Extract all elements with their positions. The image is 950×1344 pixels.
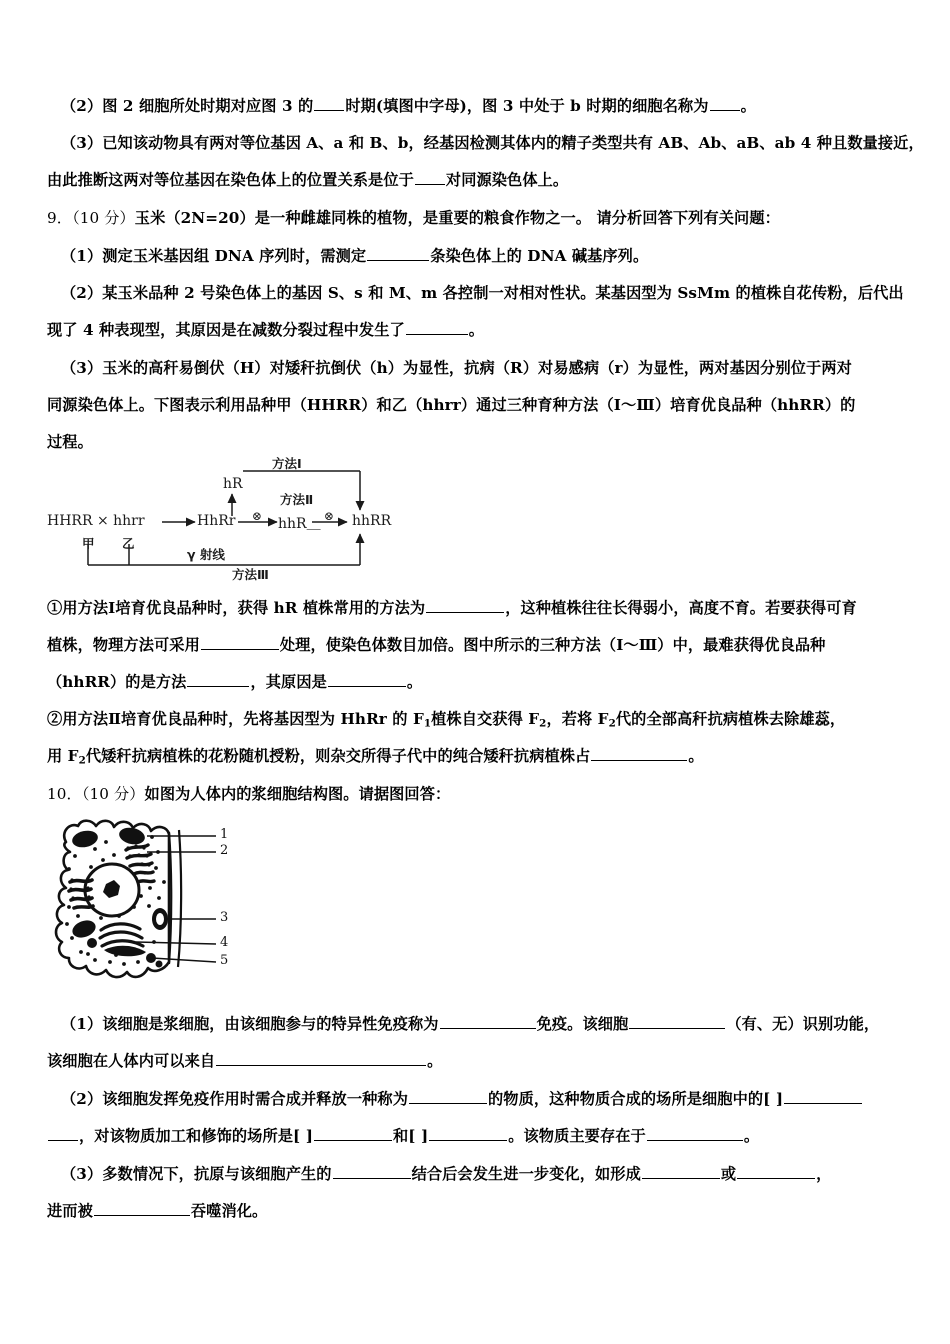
q9-item2-line1 — [61, 275, 921, 313]
q9-sub2-f2-subscript-c: 2 — [78, 754, 86, 767]
diagram-intermediate-genotype: hhR＿ — [278, 516, 321, 532]
diagram-method-3-label: 方法Ⅲ — [232, 567, 269, 582]
answer-blank[interactable] — [642, 1164, 720, 1179]
diagram-f1-genotype: HhRr — [197, 513, 236, 529]
q9-item3-text-line2: 同源染色体上。下图表示利用品种甲（HHRR）和乙（hhrr）通过三种育种方法（Ⅰ～Ⅲ）培育优良品种（hhRR）的 — [47, 396, 856, 414]
q10-item3-line1-a: 多数情况下，抗原与该细胞产生的 — [102, 1165, 332, 1183]
q9-stem-line — [47, 200, 907, 238]
q10-item3-line2-a: 进而被 — [47, 1202, 93, 1220]
q9-sub2-line1-a: 用方法Ⅱ培育优良品种时，先将基因型为 HhRr 的 F — [62, 710, 424, 728]
q10-item1-line2-a: 该细胞在人体内可以来自 — [47, 1052, 216, 1070]
q9-item1-line — [61, 238, 921, 276]
q10-item1-line1-b: 免疫。该细胞 — [536, 1015, 629, 1033]
q9-sub1-line1 — [47, 590, 907, 628]
q9-item2-line2 — [47, 312, 907, 350]
q9-item1-text-a: 测定玉米基因组 DNA 序列时，需测定 — [102, 247, 367, 265]
q10-item2-line1 — [61, 1081, 921, 1119]
diagram-parents: HHRR × hhrr — [47, 513, 145, 529]
answer-blank[interactable] — [216, 1051, 426, 1066]
q8-item2-text-c: 。 — [740, 97, 756, 115]
q10-item1-line1-a: 该细胞是浆细胞，由该细胞参与的特异性免疫称为 — [102, 1015, 439, 1033]
q10-item2-line2-a: ，对该物质加工和修饰的场所是[ ] — [79, 1127, 313, 1145]
q9-sub1-line2-b: 处理，使染色体数目加倍。图中所示的三种方法（Ⅰ～Ⅲ）中，最难获得优良品种 — [279, 636, 826, 654]
cell-label-4: 4 — [220, 935, 229, 950]
q10-stem-line — [47, 776, 907, 814]
q9-sub2-line1 — [47, 701, 907, 743]
answer-blank[interactable] — [187, 672, 249, 687]
answer-blank[interactable] — [629, 1014, 725, 1029]
cell-label-2: 2 — [220, 843, 229, 858]
q9-sub2-line1-b: 植株自交获得 F — [431, 710, 540, 728]
q10-item3-line2 — [47, 1193, 907, 1231]
q9-item3-line2 — [47, 387, 907, 425]
q9-item2-line2-a: 现了 4 种表现型，其原因是在减数分裂过程中发生了 — [47, 321, 405, 339]
q9-score: （10 分） — [72, 209, 135, 227]
q10-item3-line1-c: 或 — [720, 1165, 737, 1183]
q10-item2-line1-a: 该细胞发挥免疫作用时需合成并释放一种称为 — [102, 1090, 408, 1108]
answer-blank[interactable] — [429, 1126, 507, 1141]
answer-blank[interactable] — [201, 635, 279, 650]
q8-item3-text-a: 已知该动物具有两对等位基因 A、a 和 B、b，经基因检测其体内的精子类型共有 AB、Ab、aB、ab 4 种且数量接近， — [102, 134, 924, 152]
q9-item3-line1 — [61, 350, 921, 388]
q9-sub2-label: ② — [47, 710, 63, 728]
diagram-method-2-label: 方法Ⅱ — [280, 492, 314, 507]
q10-item3-line2-b: 吞噬消化。 — [190, 1202, 268, 1220]
q10-item1-line2-b: 。 — [427, 1052, 443, 1070]
q9-sub2-f1-subscript: 1 — [423, 717, 432, 730]
q8-item2-label: （2） — [61, 97, 103, 115]
q9-sub2-line1-c: ，若将 F — [546, 710, 609, 728]
q9-sub2-line1-d: 代的全部高秆抗病植株去除雄蕊， — [615, 710, 846, 728]
q8-item2-text-a: 图 2 细胞所处时期对应图 3 的 — [102, 97, 314, 115]
q9-sub1-line2-a: 植株，物理方法可采用 — [47, 636, 200, 654]
q9-item1-label: （1） — [61, 247, 103, 265]
diagram-target-genotype: hhRR — [352, 513, 392, 529]
q10-stem: 如图为人体内的浆细胞结构图。请据图回答： — [144, 785, 451, 803]
answer-blank[interactable] — [328, 672, 406, 687]
q10-item2-label: （2） — [61, 1090, 103, 1108]
cell-label-1: 1 — [220, 827, 229, 842]
q10-number: 10． — [47, 785, 82, 803]
answer-blank[interactable] — [367, 246, 429, 261]
q9-sub2-line2-a: 用 F — [47, 747, 79, 765]
answer-blank[interactable] — [314, 96, 344, 111]
diagram-gamma-ray-label: γ 射线 — [187, 547, 225, 562]
q10-item1-line2 — [47, 1043, 907, 1081]
q9-number: 9． — [47, 209, 73, 227]
q10-item3-line1-d: ， — [816, 1165, 832, 1183]
plasma-cell-drawing — [48, 812, 278, 990]
q8-item2-line1 — [61, 88, 921, 126]
q8-item3-line2 — [47, 162, 907, 200]
q9-sub2-line2-c: 。 — [688, 747, 704, 765]
q9-sub1-line1-b: ，这种植株往往长得弱小，高度不育。若要获得可育 — [505, 599, 857, 617]
answer-blank[interactable] — [737, 1164, 815, 1179]
q9-item2-text-a: 某玉米品种 2 号染色体上的基因 S、s 和 M、m 各控制一对相对性状。某基因型为 SsMm 的植株自花传粉，后代出 — [102, 284, 904, 302]
q9-sub1-line3-a: （hhRR）的是方法 — [47, 673, 187, 691]
answer-blank[interactable] — [591, 746, 687, 761]
q8-item3-line2-b: 对同源染色体上。 — [445, 171, 569, 189]
q9-item2-label: （2） — [61, 284, 103, 302]
q8-item3-line1 — [61, 125, 924, 163]
diagram-parent-label-yi: 乙 — [122, 536, 135, 551]
q9-item3-text-line1: 玉米的高秆易倒伏（H）对矮秆抗倒伏（h）为显性，抗病（R）对易感病（r）为显性，两对基因分别位于两对 — [102, 359, 852, 377]
breeding-scheme-diagram — [47, 452, 447, 580]
q8-item3-line2-a: 由此推断这两对等位基因在染色体上的位置关系是位于 — [47, 171, 414, 189]
q10-item3-label: （3） — [61, 1165, 103, 1183]
plasma-cell-diagram — [48, 812, 278, 990]
selfing-symbol-1: ⊗ — [252, 509, 263, 523]
q9-item3-label: （3） — [61, 359, 103, 377]
q10-item2-line2-c: 。该物质主要存在于 — [508, 1127, 646, 1145]
q10-item1-label: （1） — [61, 1015, 103, 1033]
q9-sub1-line2 — [47, 627, 907, 665]
q10-item3-line1-b: 结合后会发生进一步变化，如形成 — [411, 1165, 641, 1183]
q9-sub1-line3-b: ，其原因是 — [250, 673, 327, 691]
q9-sub2-line2-b: 代矮秆抗病植株的花粉随机授粉，则杂交所得子代中的纯合矮秆抗病植株占 — [85, 747, 591, 765]
answer-blank[interactable] — [784, 1089, 862, 1104]
q8-item2-text-b: 时期(填图中字母)，图 3 中处于 b 时期的细胞名称为 — [345, 97, 709, 115]
diagram-parent-label-jia: 甲 — [82, 536, 95, 551]
answer-blank[interactable] — [314, 1126, 392, 1141]
q10-item2-line1-b: 的物质，这种物质合成的场所是细胞中的[ ] — [488, 1090, 784, 1108]
cell-label-3: 3 — [220, 910, 229, 925]
answer-blank[interactable] — [710, 96, 740, 111]
answer-blank[interactable] — [647, 1126, 743, 1141]
q9-sub1-line3 — [47, 664, 907, 702]
q9-sub2-f2-subscript-a: 2 — [539, 717, 547, 730]
q10-item2-line2-d: 。 — [743, 1127, 760, 1145]
q9-sub1-label: ① — [47, 599, 63, 617]
answer-blank[interactable] — [440, 1014, 536, 1029]
answer-blank[interactable] — [426, 598, 504, 613]
q9-sub2-line2 — [47, 738, 907, 780]
q10-item1-line1-c: （有、无）识别功能， — [726, 1015, 880, 1033]
answer-blank[interactable] — [94, 1201, 190, 1216]
q10-item3-line1 — [61, 1156, 921, 1194]
q9-sub1-line3-c: 。 — [406, 673, 423, 691]
answer-blank[interactable] — [415, 170, 445, 185]
q9-sub2-f2-subscript-b: 2 — [608, 717, 616, 730]
answer-blank[interactable] — [333, 1164, 411, 1179]
diagram-haploid-hR: hR — [223, 476, 243, 492]
q9-sub1-line1-a: 用方法Ⅰ培育优良品种时，获得 hR 植株常用的方法为 — [62, 599, 426, 617]
q9-item3-text-line3: 过程。 — [47, 433, 93, 451]
q9-stem: 玉米（2N=20）是一种雌雄同株的植物，是重要的粮食作物之一。 请分析回答下列有关问题： — [134, 209, 780, 227]
q9-item2-line2-b: 。 — [468, 321, 485, 339]
diagram-method-1-label: 方法Ⅰ — [272, 456, 302, 471]
selfing-symbol-2: ⊗ — [324, 509, 335, 523]
q8-item3-label: （3） — [61, 134, 103, 152]
q10-item2-line2 — [47, 1118, 907, 1156]
q10-score: （10 分） — [81, 785, 145, 803]
cell-label-5: 5 — [220, 953, 229, 968]
answer-blank[interactable] — [406, 320, 468, 335]
answer-blank[interactable] — [409, 1089, 487, 1104]
q10-item1-line1 — [61, 1006, 921, 1044]
q10-item2-line2-b: 和[ ] — [392, 1127, 429, 1145]
q9-item1-text-b: 条染色体上的 DNA 碱基序列。 — [430, 247, 649, 265]
answer-blank[interactable] — [48, 1126, 78, 1141]
